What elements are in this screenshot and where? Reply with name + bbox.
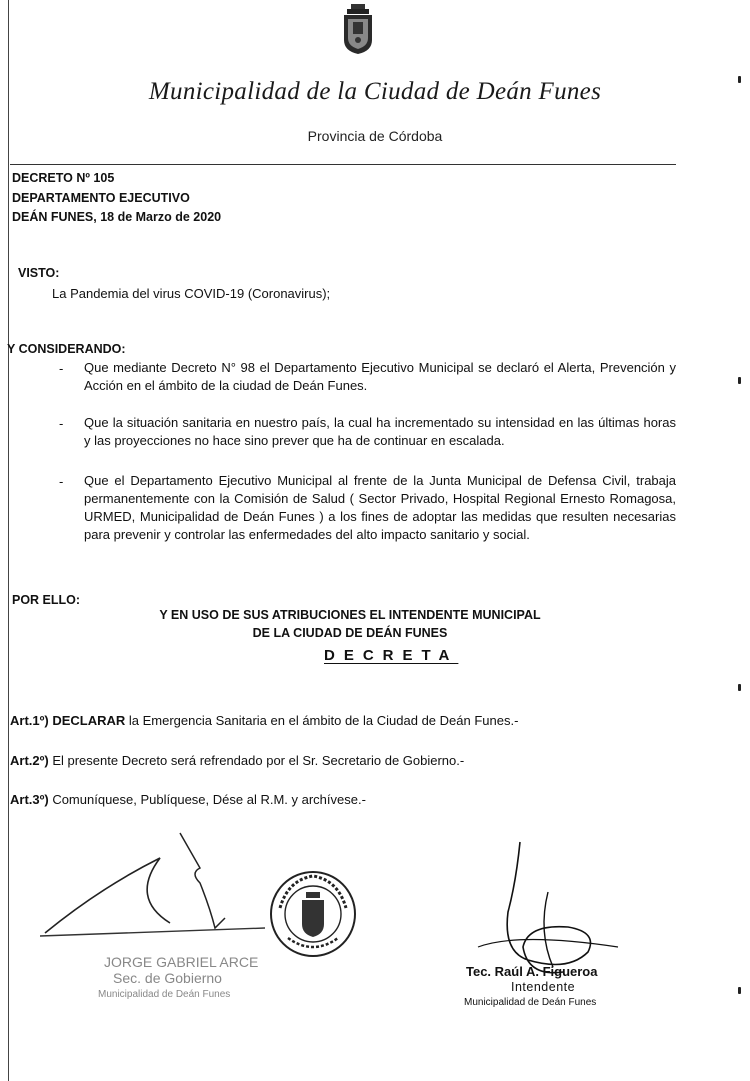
left-signature-role: Sec. de Gobierno — [113, 970, 222, 986]
visto-label: VISTO: — [18, 266, 60, 280]
decreta-heading: DECRETA — [324, 647, 459, 664]
decree-department: DEPARTAMENTO EJECUTIVO — [12, 191, 190, 205]
decree-number: DECRETO Nº 105 — [12, 171, 115, 185]
article-label: Art.1º) — [10, 713, 49, 728]
considerando-item-1: Que mediante Decreto N° 98 el Departamento Ejecutivo Municipal se declaró el Alerta, Prevención y Acción en el ámbito de la ciudad de Deán Funes. — [84, 360, 676, 393]
right-signature-scribble — [468, 832, 628, 982]
scan-mark — [738, 684, 741, 691]
left-signature-scribble — [40, 828, 270, 948]
decree-place-date: DEÁN FUNES, 18 de Marzo de 2020 — [12, 210, 222, 224]
article-text: Comuníquese, Publíquese, Dése al R.M. y archívese.- — [48, 792, 366, 807]
article-2 — [10, 753, 464, 768]
article-text: El presente Decreto será refrendado por el Sr. Secretario de Gobierno.- — [48, 753, 465, 768]
left-signature-name: JORGE GABRIEL ARCE — [104, 954, 259, 970]
right-signature-name: Tec. Raúl A. Figueroa — [466, 964, 598, 979]
article-1 — [10, 713, 518, 728]
page-title: Municipalidad de la Ciudad de Deán Funes — [148, 78, 602, 105]
article-label: Art.2º) — [10, 753, 49, 768]
bullet-dash: - — [59, 416, 64, 431]
attributions-line-2: DE LA CIUDAD DE DEÁN FUNES — [252, 626, 448, 640]
municipal-seal-icon — [268, 868, 358, 960]
page-subtitle: Provincia de Córdoba — [307, 128, 443, 144]
considerando-label: Y CONSIDERANDO: — [7, 342, 126, 356]
article-text: la Emergencia Sanitaria en el ámbito de la Ciudad de Deán Funes.- — [125, 713, 519, 728]
article-3 — [10, 792, 366, 807]
considerando-item-3: Que el Departamento Ejecutivo Municipal al frente de la Junta Municipal de Defensa Civil, trabaja permanentemente con la Comisión de Salud ( Sector Privado, Hospital Regional Ernesto Romagosa, URMED, Municipalidad de Deán Funes ) a los fines de adoptar las medidas que resulten necesarias para prevenir y controlar las enfermedades del alto impacto sanitario y social. — [84, 473, 676, 542]
right-signature-role: Intendente — [511, 980, 576, 994]
bullet-dash: - — [59, 361, 64, 376]
right-signature-org: Municipalidad de Deán Funes — [464, 997, 597, 1008]
scan-mark — [738, 377, 741, 384]
considerando-item-2: Que la situación sanitaria en nuestro país, la cual ha incrementado su intensidad en las últimas horas y las proyecciones no hace sino prever que ha de continuar en escalada. — [84, 415, 676, 448]
municipal-crest-icon — [341, 4, 375, 54]
scan-mark — [738, 987, 741, 994]
attributions-line-1: Y EN USO DE SUS ATRIBUCIONES EL INTENDENTE MUNICIPAL — [159, 608, 541, 622]
visto-text: La Pandemia del virus COVID-19 (Coronavirus); — [52, 286, 331, 301]
bullet-dash: - — [59, 474, 64, 489]
header-divider — [10, 164, 676, 165]
article-label: Art.3º) — [10, 792, 49, 807]
article-bold-word: DECLARAR — [52, 713, 126, 728]
left-signature-org: Municipalidad de Deán Funes — [98, 989, 231, 1000]
left-margin-line — [8, 0, 9, 1081]
por-ello-label: POR ELLO: — [12, 593, 81, 607]
